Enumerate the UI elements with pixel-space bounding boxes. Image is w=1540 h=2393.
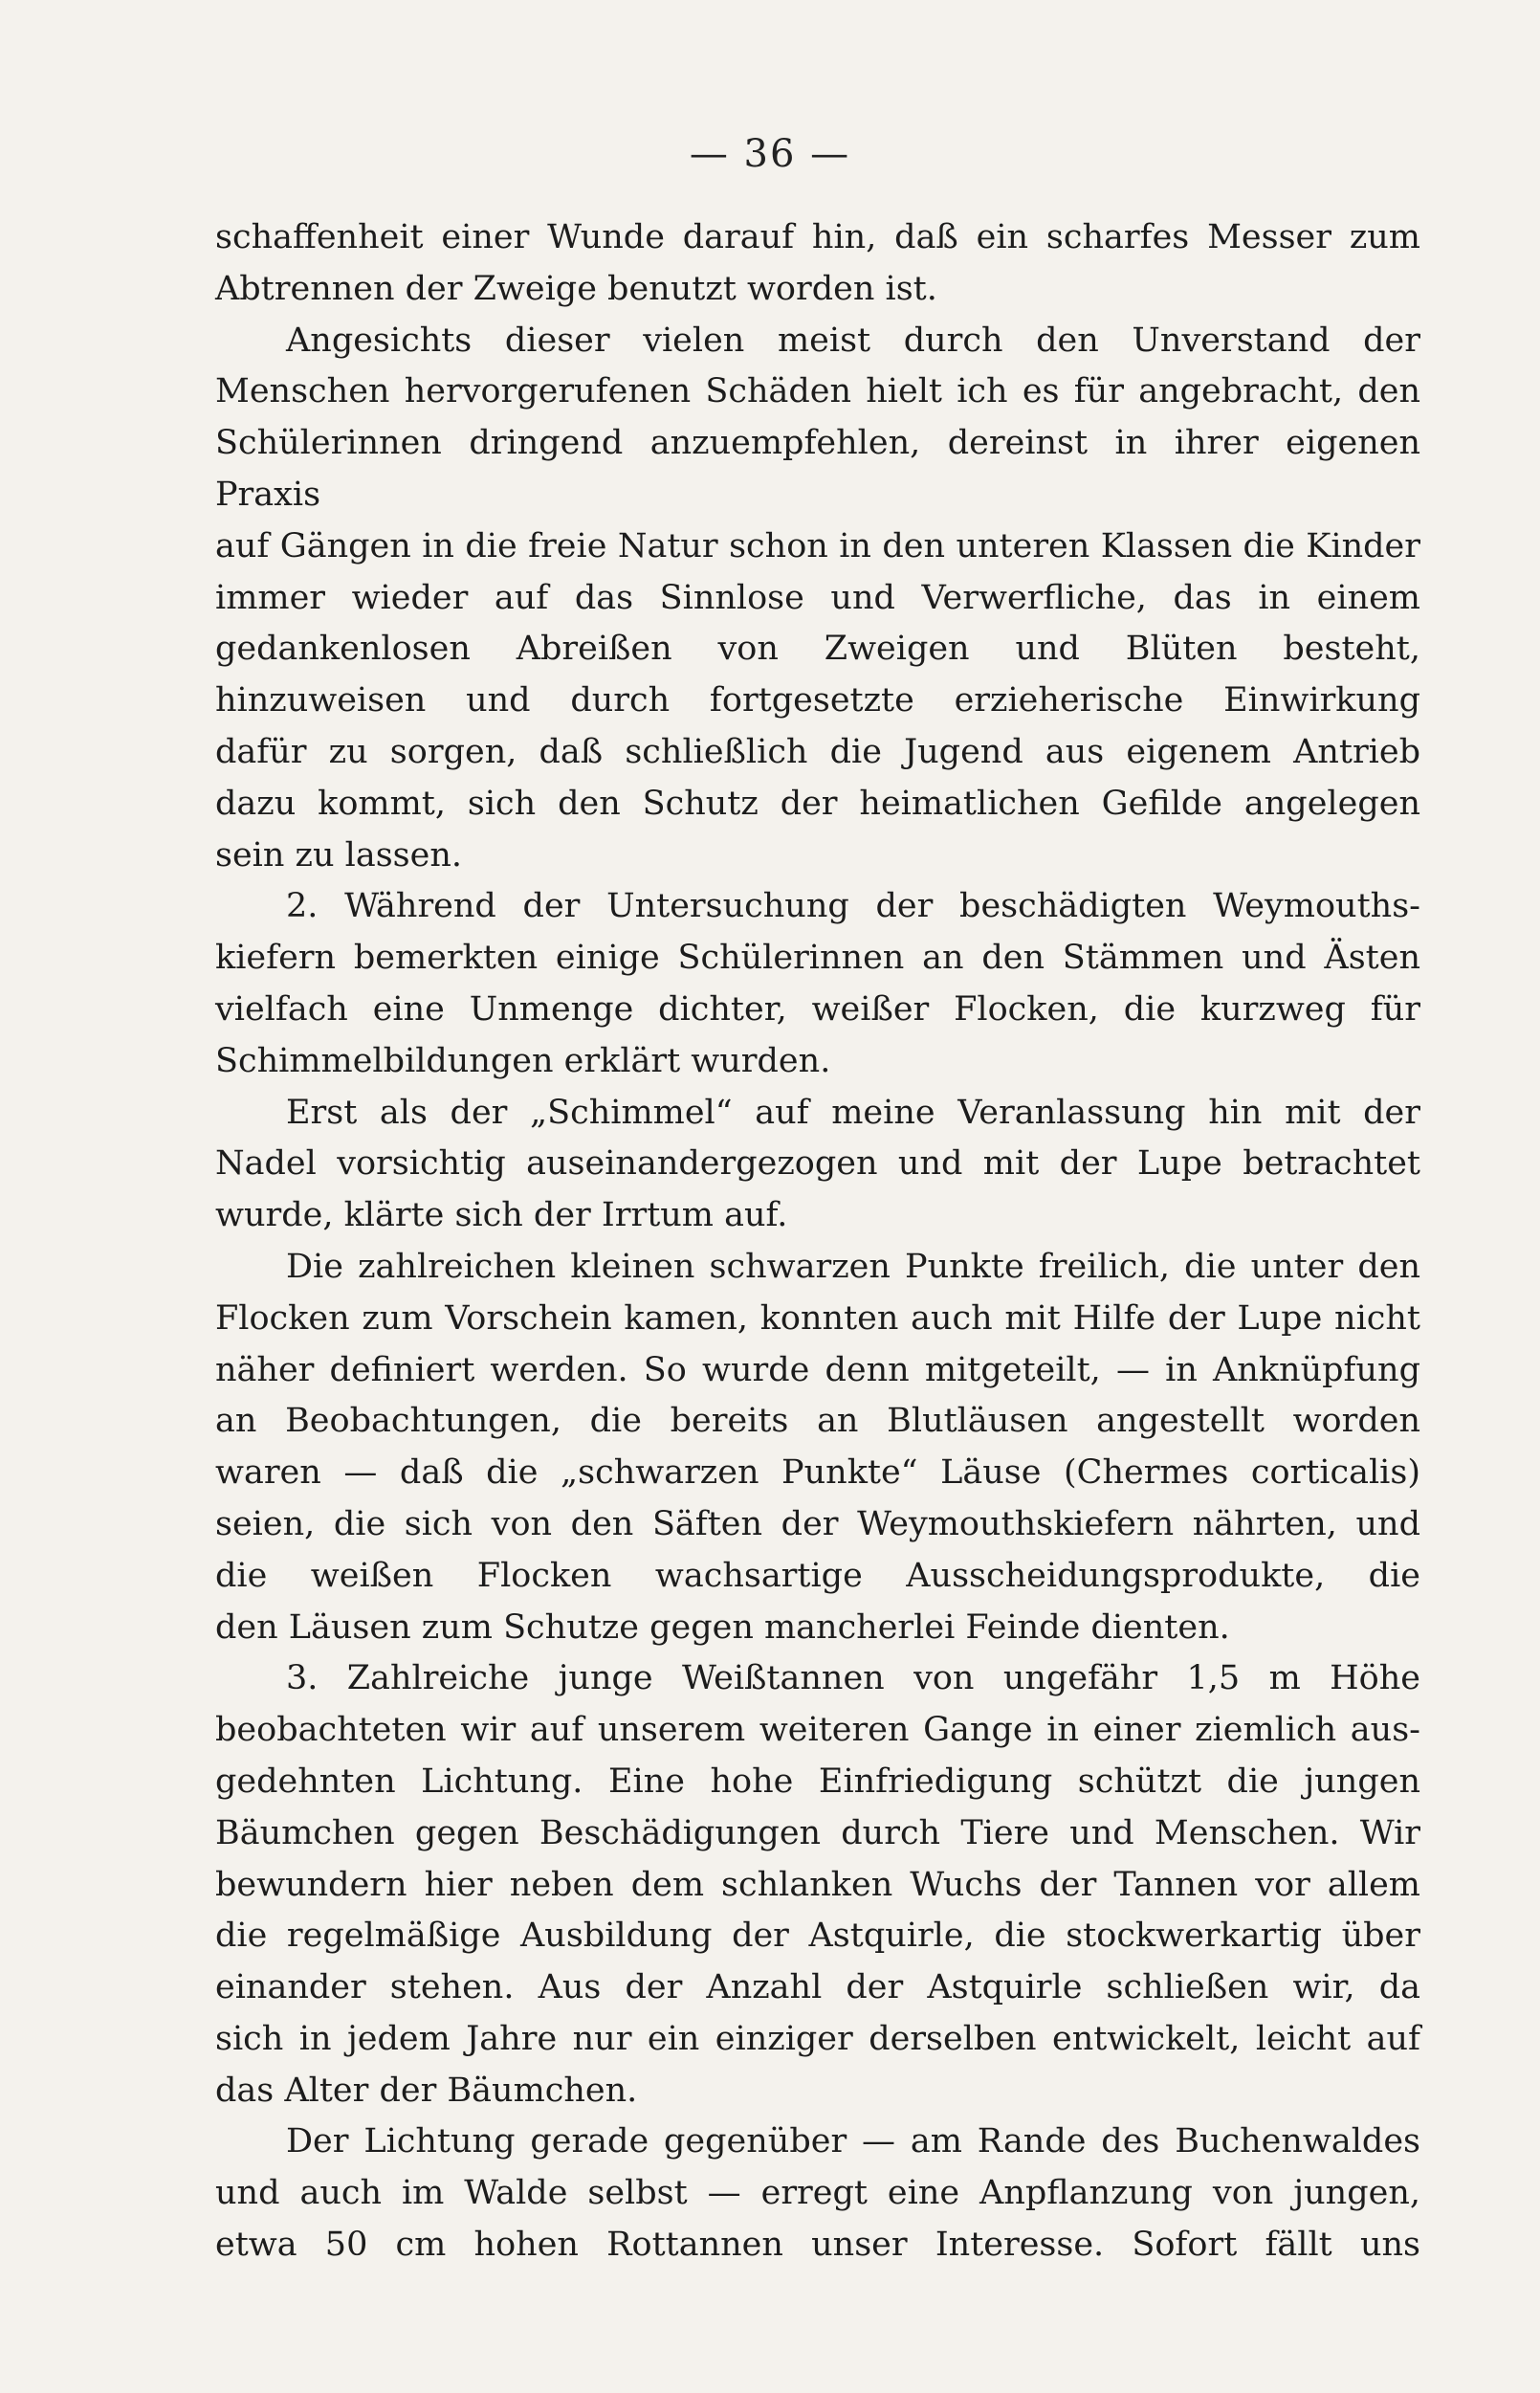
text-line: auf Gängen in die freie Natur schon in den unteren Klassen die Kinder — [215, 526, 1420, 565]
text-line: Erst als der „Schimmel“ auf meine Veranlassung hin mit der — [286, 1093, 1420, 1132]
paragraph-7 — [215, 2116, 1420, 2271]
text-line: immer wieder auf das Sinnlose und Verwerfliche, das in einem — [215, 578, 1420, 617]
text-line: 2. Während der Untersuchung der beschädigten Weymouths- — [286, 887, 1420, 926]
text-line: sein zu lassen. — [215, 835, 463, 875]
text-line: 3. Zahlreiche junge Weißtannen von ungefähr 1,5 m Höhe — [286, 1659, 1420, 1698]
text-line: Abtrennen der Zweige benutzt worden ist. — [215, 269, 937, 308]
text-line: bewundern hier neben dem schlanken Wuchs der Tannen vor allem — [215, 1865, 1420, 1904]
text-line: wurde, klärte sich der Irrtum auf. — [215, 1196, 788, 1235]
text-line: kiefern bemerkten einige Schülerinnen an den Stämmen und Ästen — [215, 939, 1420, 978]
body-text — [215, 212, 1420, 2271]
text-line: beobachteten wir auf unserem weiteren Gange in einer ziemlich aus- — [215, 1711, 1420, 1750]
text-line: einander stehen. Aus der Anzahl der Astquirle schließen wir, da — [215, 1968, 1420, 2007]
text-line: gedankenlosen Abreißen von Zweigen und Blüten besteht, — [215, 630, 1420, 669]
text-line: Angesichts dieser vielen meist durch den Unverstand der — [286, 321, 1420, 360]
text-line: dazu kommt, sich den Schutz der heimatlichen Gefilde angelegen — [215, 784, 1420, 823]
text-line: Schülerinnen dringend anzuempfehlen, dereinst in ihrer eigenen Praxis — [215, 424, 1420, 514]
text-line: etwa 50 cm hohen Rottannen unser Interesse. Sofort fällt uns — [215, 2226, 1420, 2265]
text-line: Schimmelbildungen erklärt wurden. — [215, 1041, 831, 1080]
page-number: — 36 — — [689, 132, 851, 176]
text-line: das Alter der Bäumchen. — [215, 2071, 638, 2110]
text-line: schaffenheit einer Wunde darauf hin, daß ein scharfes Messer zum — [215, 218, 1420, 256]
text-line: sich in jedem Jahre nur ein einziger derselben entwickelt, leicht auf — [215, 2019, 1420, 2058]
text-line: dafür zu sorgen, daß schließlich die Jugend aus eigenem Antrieb — [215, 732, 1420, 771]
text-line: seien, die sich von den Säften der Weymouthskiefern nährten, und — [215, 1504, 1420, 1543]
paragraph-3 — [215, 881, 1420, 1087]
text-line: und auch im Walde selbst — erregt eine Anpflanzung von jungen, — [215, 2174, 1420, 2213]
text-line: Menschen hervorgerufenen Schäden hielt ich es für angebracht, den — [215, 372, 1420, 411]
text-line: gedehnten Lichtung. Eine hohe Einfriedigung schützt die jungen — [215, 1762, 1420, 1801]
text-line: hinzuweisen und durch fortgesetzte erzieherische Einwirkung — [215, 681, 1420, 720]
text-line: die regelmäßige Ausbildung der Astquirle, die stockwerkartig über — [215, 1917, 1420, 1956]
text-line: waren — daß die „schwarzen Punkte“ Läuse (Chermes corticalis) — [215, 1453, 1420, 1493]
text-line: Flocken zum Vorschein kamen, konnten auch mit Hilfe der Lupe nicht — [215, 1298, 1420, 1338]
paragraph-2 — [215, 316, 1420, 882]
text-line: Der Lichtung gerade gegenüber — am Rande des Buchenwaldes — [286, 2122, 1420, 2161]
text-line: Die zahlreichen kleinen schwarzen Punkte freilich, die unter den — [286, 1247, 1420, 1286]
text-line: Bäumchen gegen Beschädigungen durch Tiere und Menschen. Wir — [215, 1813, 1420, 1852]
text-line: näher definiert werden. So wurde denn mitgeteilt, — in Anknüpfung — [215, 1350, 1420, 1389]
paragraph-5 — [215, 1242, 1420, 1653]
text-line: an Beobachtungen, die bereits an Blutläusen angestellt worden — [215, 1402, 1420, 1441]
paragraph-6 — [215, 1653, 1420, 2116]
text-line: den Läusen zum Schutze gegen mancherlei Feinde dienten. — [215, 1607, 1230, 1647]
text-line: vielfach eine Unmenge dichter, weißer Flocken, die kurzweg für — [215, 989, 1420, 1029]
paragraph-1 — [215, 212, 1420, 316]
text-line: Nadel vorsichtig auseinandergezogen und mit der Lupe betrachtet — [215, 1144, 1420, 1184]
paragraph-4 — [215, 1088, 1420, 1242]
text-line: die weißen Flocken wachsartige Ausscheidungsprodukte, die — [215, 1556, 1420, 1595]
